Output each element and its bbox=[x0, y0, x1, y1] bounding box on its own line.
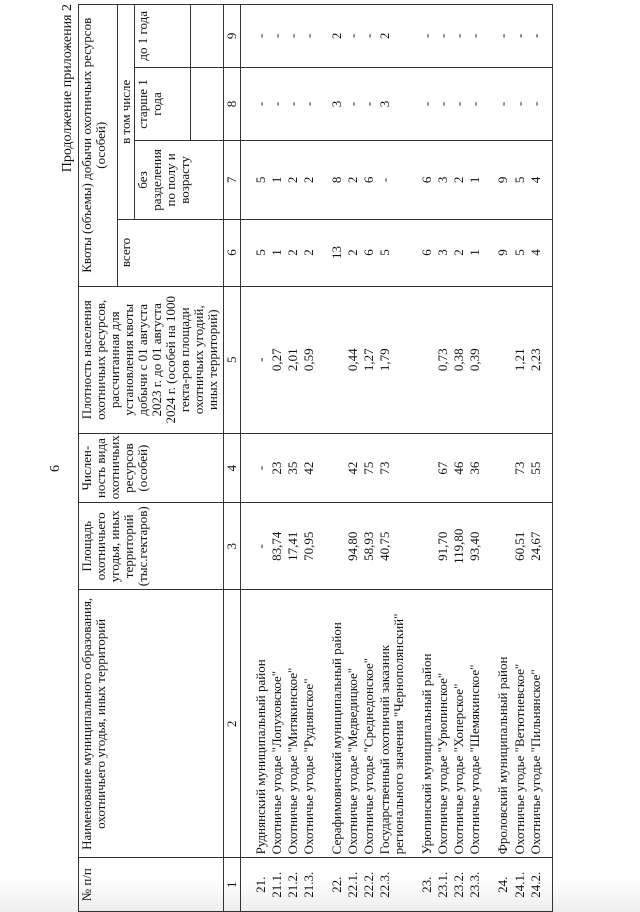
table-row bbox=[269, 5, 285, 912]
page-number: 6 bbox=[48, 465, 63, 472]
spacer-cell bbox=[407, 858, 419, 912]
row-number: 23.1. bbox=[435, 858, 451, 912]
row-density: 1,21 bbox=[512, 286, 528, 433]
row-quota-under: - bbox=[435, 5, 451, 68]
row-quota-nodiv: 8 bbox=[329, 141, 345, 219]
continuation-caption: Продолжение приложения 2 bbox=[60, 4, 75, 173]
row-quota-nodiv: 1 bbox=[269, 141, 285, 219]
header-in-that: в том числе bbox=[118, 5, 135, 220]
row-area: 40,75 bbox=[377, 503, 407, 590]
row-quota-older: - bbox=[419, 67, 435, 141]
row-quota-nodiv: 2 bbox=[345, 141, 361, 219]
spacer-cell bbox=[544, 286, 553, 433]
row-quota-under: 2 bbox=[377, 5, 407, 68]
header-col-count: Числен-ность вида охотничьих ресурсов (особей) bbox=[79, 433, 224, 502]
row-quota-nodiv: 9 bbox=[495, 141, 511, 219]
row-quota-nodiv: 5 bbox=[253, 141, 269, 219]
row-density: 1,79 bbox=[377, 286, 407, 433]
spacer-cell bbox=[407, 67, 419, 141]
row-number: 23.3. bbox=[467, 858, 483, 912]
row-number: 24.1. bbox=[512, 858, 528, 912]
header-col-number: № п/п bbox=[79, 858, 224, 912]
row-quota-nodiv: 3 bbox=[435, 141, 451, 219]
spacer-cell bbox=[407, 590, 419, 858]
table-row bbox=[345, 5, 361, 912]
row-number: 22.1. bbox=[345, 858, 361, 912]
row-quota-nodiv: 4 bbox=[528, 141, 544, 219]
table-body bbox=[241, 5, 553, 912]
spacer-cell bbox=[407, 286, 419, 433]
row-number: 23. bbox=[419, 858, 435, 912]
header-total: всего bbox=[118, 219, 224, 286]
table-row bbox=[512, 5, 528, 912]
row-quota-older: - bbox=[451, 67, 467, 141]
row-name: Охотничье угодье "Митякинское" bbox=[285, 590, 301, 858]
row-count: 67 bbox=[435, 433, 451, 502]
spacer-cell bbox=[483, 219, 495, 286]
spacer-cell bbox=[241, 286, 254, 433]
spacer-cell bbox=[544, 433, 553, 502]
spacer-cell bbox=[317, 590, 329, 858]
row-quota-nodiv: 5 bbox=[512, 141, 528, 219]
row-quota-under: - bbox=[253, 5, 269, 68]
row-quota-older: - bbox=[285, 67, 301, 141]
row-name: Руднянский муниципальный район bbox=[253, 590, 269, 858]
spacer-cell bbox=[483, 286, 495, 433]
row-quota-older: - bbox=[495, 67, 511, 141]
row-quota-under: - bbox=[269, 5, 285, 68]
spacer-cell bbox=[544, 858, 553, 912]
row-quota-under: 2 bbox=[329, 5, 345, 68]
row-quota-total: 3 bbox=[435, 219, 451, 286]
row-area: 91,70 bbox=[435, 503, 451, 590]
spacer-cell bbox=[317, 858, 329, 912]
col-index: 9 bbox=[224, 5, 241, 68]
row-quota-older: - bbox=[467, 67, 483, 141]
row-quota-under: - bbox=[512, 5, 528, 68]
row-quota-nodiv: 2 bbox=[301, 141, 317, 219]
column-index-row bbox=[224, 5, 241, 912]
col-index: 2 bbox=[224, 590, 241, 858]
spacer-cell bbox=[241, 5, 254, 68]
row-area: 24,67 bbox=[528, 503, 544, 590]
row-quota-total: 5 bbox=[512, 219, 528, 286]
row-quota-total: 2 bbox=[451, 219, 467, 286]
spacer-cell bbox=[317, 433, 329, 502]
row-area: 70,95 bbox=[301, 503, 317, 590]
header-col-name: Наименование муниципального образования, охотничьего угодья, иных территорий bbox=[79, 590, 224, 858]
row-area: 58,93 bbox=[361, 503, 377, 590]
row-density bbox=[419, 286, 435, 433]
row-number: 22. bbox=[329, 858, 345, 912]
row-density: 0,44 bbox=[345, 286, 361, 433]
spacer-cell bbox=[407, 141, 419, 219]
table-row bbox=[329, 5, 345, 912]
table-row bbox=[253, 5, 269, 912]
header-col-area: Площадь охотничьего угодья, иных территорий (тыс.гектаров) bbox=[79, 503, 224, 590]
row-count: 36 bbox=[467, 433, 483, 502]
row-density: 0,38 bbox=[451, 286, 467, 433]
row-name: Охотничье угодье "Урюпинское" bbox=[435, 590, 451, 858]
table-row bbox=[451, 5, 467, 912]
row-number: 21.3. bbox=[301, 858, 317, 912]
col-index: 7 bbox=[224, 141, 241, 219]
row-area bbox=[329, 503, 345, 590]
header-older-1y-spacer bbox=[191, 67, 224, 141]
row-density: 0,27 bbox=[269, 286, 285, 433]
spacer-row bbox=[241, 5, 254, 912]
spacer-cell bbox=[407, 503, 419, 590]
row-number: 21. bbox=[253, 858, 269, 912]
spacer-cell bbox=[317, 503, 329, 590]
spacer-cell bbox=[483, 67, 495, 141]
row-area: 94,80 bbox=[345, 503, 361, 590]
spacer-cell bbox=[544, 141, 553, 219]
spacer-cell bbox=[317, 219, 329, 286]
spacer-cell bbox=[241, 433, 254, 502]
row-quota-nodiv: 6 bbox=[419, 141, 435, 219]
row-count bbox=[495, 433, 511, 502]
row-quota-total: 2 bbox=[285, 219, 301, 286]
header-quota: Квоты (объемы) добычи охотничьих ресурсов (особей) bbox=[79, 5, 118, 287]
row-quota-under: - bbox=[467, 5, 483, 68]
spacer-cell bbox=[483, 590, 495, 858]
row-count: 46 bbox=[451, 433, 467, 502]
row-quota-older: 3 bbox=[377, 67, 407, 141]
row-count: 23 bbox=[269, 433, 285, 502]
row-quota-under: - bbox=[495, 5, 511, 68]
row-area: 119,80 bbox=[451, 503, 467, 590]
spacer-cell bbox=[483, 141, 495, 219]
row-area bbox=[419, 503, 435, 590]
row-quota-older: - bbox=[528, 67, 544, 141]
row-count: 42 bbox=[301, 433, 317, 502]
header-under-1y-spacer bbox=[191, 5, 224, 68]
row-name: Фроловский муниципальный район bbox=[495, 590, 511, 858]
row-quota-under: - bbox=[301, 5, 317, 68]
table-row bbox=[495, 5, 511, 912]
spacer-cell bbox=[241, 141, 254, 219]
row-density: 1,27 bbox=[361, 286, 377, 433]
spacer-cell bbox=[483, 858, 495, 912]
table-row bbox=[419, 5, 435, 912]
row-quota-nodiv: 1 bbox=[467, 141, 483, 219]
row-name: Охотничье угодье "Медведицкое" bbox=[345, 590, 361, 858]
row-quota-nodiv: 2 bbox=[285, 141, 301, 219]
spacer-cell bbox=[241, 590, 254, 858]
row-density bbox=[329, 286, 345, 433]
row-density: 2,23 bbox=[528, 286, 544, 433]
hunting-quota-table bbox=[78, 4, 553, 912]
row-name: Урюпинский муниципальный район bbox=[419, 590, 435, 858]
spacer-cell bbox=[544, 219, 553, 286]
spacer-cell bbox=[544, 67, 553, 141]
row-quota-total: 1 bbox=[467, 219, 483, 286]
col-index: 8 bbox=[224, 67, 241, 141]
row-quota-under: - bbox=[419, 5, 435, 68]
row-area: 17,41 bbox=[285, 503, 301, 590]
row-name: Охотничье угодье "Руднянское" bbox=[301, 590, 317, 858]
row-quota-older: - bbox=[253, 67, 269, 141]
spacer-row bbox=[317, 5, 329, 912]
row-quota-total: 5 bbox=[253, 219, 269, 286]
header-older-1y: старше 1 года bbox=[135, 67, 191, 141]
row-quota-nodiv: 6 bbox=[361, 141, 377, 219]
spacer-cell bbox=[317, 5, 329, 68]
spacer-cell bbox=[317, 141, 329, 219]
row-count bbox=[329, 433, 345, 502]
spacer-row bbox=[483, 5, 495, 912]
row-count: 55 bbox=[528, 433, 544, 502]
row-count: 75 bbox=[361, 433, 377, 502]
row-quota-nodiv: - bbox=[377, 141, 407, 219]
spacer-cell bbox=[407, 219, 419, 286]
row-quota-total: 13 bbox=[329, 219, 345, 286]
row-area bbox=[495, 503, 511, 590]
row-name: Охотничье угодье "Среднедонское" bbox=[361, 590, 377, 858]
table-row bbox=[361, 5, 377, 912]
row-name: Охотничье угодье "Шемякинское" bbox=[467, 590, 483, 858]
row-number: 21.2. bbox=[285, 858, 301, 912]
row-quota-older: 3 bbox=[329, 67, 345, 141]
row-quota-older: - bbox=[345, 67, 361, 141]
row-name: Серафимовичский муниципальный район bbox=[329, 590, 345, 858]
row-density: 0,59 bbox=[301, 286, 317, 433]
row-density: 2,01 bbox=[285, 286, 301, 433]
row-number: 24. bbox=[495, 858, 511, 912]
row-density bbox=[495, 286, 511, 433]
row-quota-under: - bbox=[285, 5, 301, 68]
row-quota-total: 9 bbox=[495, 219, 511, 286]
header-col-density: Плотность населения охотничьих ресурсов, рассчитанная для установления квоты добычи с 01 августа 2023 г. до 01 августа 2024 г. (особей на 1000 гекта-ров площади охотничьих угодий, иных территорий) bbox=[79, 286, 224, 433]
table-row bbox=[435, 5, 451, 912]
row-name: Охотничье угодье "Лопуховское" bbox=[269, 590, 285, 858]
row-name: Охотничье угодье "Хоперское" bbox=[451, 590, 467, 858]
row-density: - bbox=[253, 286, 269, 433]
row-number: 24.2. bbox=[528, 858, 544, 912]
spacer-cell bbox=[483, 433, 495, 502]
spacer-cell bbox=[483, 5, 495, 68]
row-number: 22.2. bbox=[361, 858, 377, 912]
row-number: 22.3. bbox=[377, 858, 407, 912]
spacer-cell bbox=[544, 5, 553, 68]
header-no-sex-age: без разделения по полу и возрасту bbox=[135, 141, 224, 219]
row-count: 42 bbox=[345, 433, 361, 502]
row-count bbox=[419, 433, 435, 502]
spacer-cell bbox=[407, 5, 419, 68]
spacer-cell bbox=[317, 67, 329, 141]
row-quota-under: - bbox=[451, 5, 467, 68]
row-area: 60,51 bbox=[512, 503, 528, 590]
row-quota-older: - bbox=[269, 67, 285, 141]
spacer-cell bbox=[483, 503, 495, 590]
row-quota-under: - bbox=[528, 5, 544, 68]
row-quota-older: - bbox=[512, 67, 528, 141]
col-index: 1 bbox=[224, 858, 241, 912]
col-index: 5 bbox=[224, 286, 241, 433]
table-row bbox=[377, 5, 407, 912]
spacer-cell bbox=[241, 67, 254, 141]
row-quota-total: 5 bbox=[377, 219, 407, 286]
row-area: 83,74 bbox=[269, 503, 285, 590]
row-name: Государственный охотничий заказник регионального значения "Чернополянский" bbox=[377, 590, 407, 858]
row-quota-under: - bbox=[361, 5, 377, 68]
col-index: 4 bbox=[224, 433, 241, 502]
header-under-1y: до 1 года bbox=[135, 5, 191, 68]
table-row bbox=[301, 5, 317, 912]
spacer-cell bbox=[241, 503, 254, 590]
table-row bbox=[285, 5, 301, 912]
row-quota-older: - bbox=[361, 67, 377, 141]
spacer-cell bbox=[544, 590, 553, 858]
col-index: 3 bbox=[224, 503, 241, 590]
row-count: 73 bbox=[377, 433, 407, 502]
row-count: 35 bbox=[285, 433, 301, 502]
spacer-row bbox=[544, 5, 553, 912]
row-quota-total: 4 bbox=[528, 219, 544, 286]
row-name: Охотничье угодье "Ветютневское" bbox=[512, 590, 528, 858]
spacer-cell bbox=[407, 433, 419, 502]
row-number: 21.1. bbox=[269, 858, 285, 912]
row-quota-under: - bbox=[345, 5, 361, 68]
row-quota-older: - bbox=[435, 67, 451, 141]
row-quota-older: - bbox=[301, 67, 317, 141]
row-area: 93,40 bbox=[467, 503, 483, 590]
spacer-cell bbox=[241, 219, 254, 286]
table-row bbox=[528, 5, 544, 912]
spacer-cell bbox=[317, 286, 329, 433]
row-count: 73 bbox=[512, 433, 528, 502]
row-density: 0,73 bbox=[435, 286, 451, 433]
row-number: 23.2. bbox=[451, 858, 467, 912]
row-density: 0,39 bbox=[467, 286, 483, 433]
row-quota-total: 1 bbox=[269, 219, 285, 286]
row-quota-total: 2 bbox=[345, 219, 361, 286]
spacer-row bbox=[407, 5, 419, 912]
row-name: Охотничье угодье "Пильнянское" bbox=[528, 590, 544, 858]
spacer-cell bbox=[544, 503, 553, 590]
row-quota-nodiv: 2 bbox=[451, 141, 467, 219]
spacer-cell bbox=[241, 858, 254, 912]
row-quota-total: 6 bbox=[361, 219, 377, 286]
row-count: - bbox=[253, 433, 269, 502]
row-quota-total: 2 bbox=[301, 219, 317, 286]
table-row bbox=[467, 5, 483, 912]
row-area: - bbox=[253, 503, 269, 590]
row-quota-total: 6 bbox=[419, 219, 435, 286]
col-index: 6 bbox=[224, 219, 241, 286]
